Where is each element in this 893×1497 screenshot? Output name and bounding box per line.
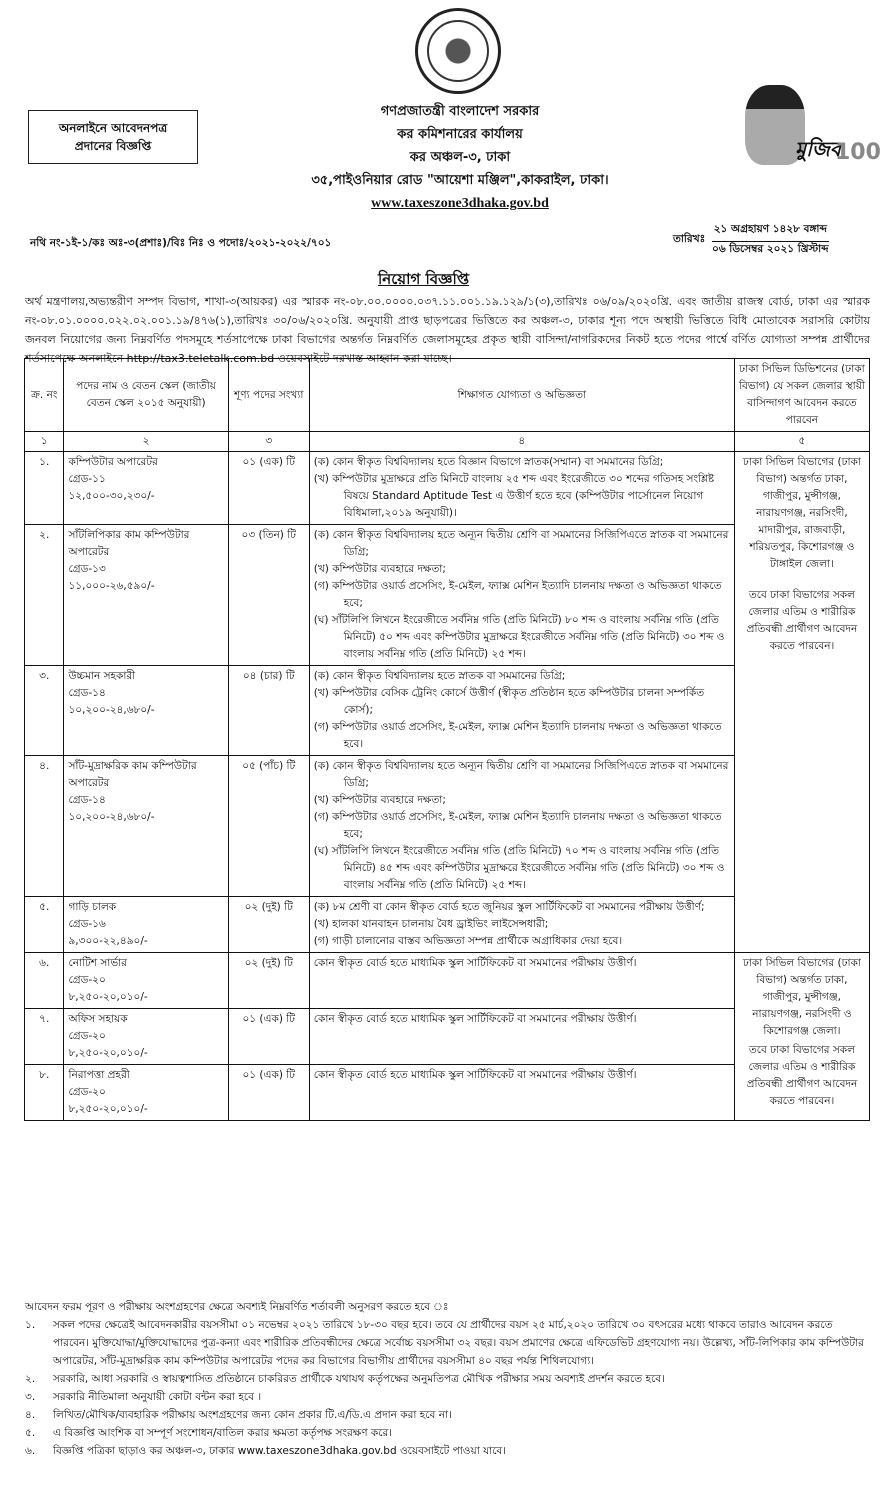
condition-number: ২. xyxy=(25,1373,36,1385)
condition-number: ৫. xyxy=(25,1427,36,1439)
condition-text: লিখিত/মৌখিক/ব্যবহারিক পরীক্ষায় অংশগ্রহণের জন্য কোন প্রকার টি.এ/ডি.এ প্রদান করা হবে না। xyxy=(53,1409,452,1421)
condition-text: সকল পদের ক্ষেত্রেই আবেদনকারীর বয়সসীমা ০১ নভেম্বর ২০২১ তারিখে ১৮-৩০ বছর হবে। তবে যে প্রার্থীদের বয়স ২৫ মার্চ,২০২০ তারিখে ৩০ বৎসরের মধ্যে থাকবে তারাও আবেদন করতে পারবেন। মুক্তিযোদ্ধা/মুক্তিযোদ্ধাদের পুত্র-কন্যা এবং শারীরিক প্রতিবন্ধীদের ক্ষেত্রে সর্বোচ্চ বয়সসীমা ৩২ বছর। বয়স প্রমাণের ক্ষেত্রে এফিডেভিট গ্রহণযোগ্য নয়। উল্লেখ্য, সাঁট-লিপিকার কাম কম্পিউটার অপারেটর, সাঁট-মুদ্রাক্ষরিক কাম কম্পিউটার অপারেটর পদের কর বিভাগের বিভাগীয় প্রার্থীদের বয়সসীমা ৪০ বছর পর্যন্ত শিথিলযোগ্য। xyxy=(53,1319,864,1367)
col-header: শূণ্য পদের সংখ্যা xyxy=(228,359,309,432)
post-scale: ১২,৫০০-৩০,২৩০/- xyxy=(68,490,155,502)
post-grade: গ্রেড-২০ xyxy=(68,974,106,986)
districts-list: ঢাকা সিভিল বিভাগের (ঢাকা বিভাগ) অন্তর্গত ঢাকা, গাজীপুর, মুন্সীগঞ্জ, নারায়ণগঞ্জ, নরসিংদী, মাদারীপুর, রাজবাড়ী, শরিয়তপুর, কিশোরগঞ্জ ও টাঙ্গাইল জেলা। xyxy=(742,456,861,570)
col-number: ২ xyxy=(64,432,228,452)
row-post xyxy=(64,525,228,666)
qualification-item: (ক) ৮ম শ্রেণী বা কোন স্বীকৃত বোর্ড হতে জুনিয়র স্কুল সার্টিফিকেট বা সমমানের পরীক্ষায় উত্তীর্ণ; xyxy=(313,901,705,913)
conditions-section xyxy=(25,1298,870,1460)
row-serial: ৫. xyxy=(25,897,64,953)
condition-item xyxy=(25,1424,870,1442)
post-scale: ৯,৩০০-২২,৪৯০/- xyxy=(68,935,148,947)
row-eligible-districts xyxy=(734,953,869,1121)
row-post xyxy=(64,953,228,1009)
qualification-item: (গ) কম্পিউটার ওয়ার্ড প্রসেসিং, ই-মেইল, ফ্যাক্স মেশিন ইত্যাদি চালনায় দক্ষতা ও অভিজ্ঞতা থাকতে হবে; xyxy=(313,580,722,609)
post-post: গাড়ি চালক xyxy=(68,901,117,913)
website-link[interactable]: www.taxeszone3dhaka.gov.bd xyxy=(371,196,549,211)
qualification-item: (ক) কোন স্বীকৃত বিশ্ববিদ্যালয় হতে বিজ্ঞান বিভাগে স্নাতক(সম্মান) বা সমমানের ডিগ্রি; xyxy=(313,456,664,468)
condition-item xyxy=(25,1406,870,1424)
zone-name: কর অঞ্চল-৩, ঢাকা xyxy=(409,150,511,165)
row-eligible-districts xyxy=(734,452,869,953)
row-qualifications xyxy=(309,953,734,1009)
post-grade: গ্রেড-১৪ xyxy=(68,687,106,699)
post-grade: গ্রেড-১৩ xyxy=(68,563,106,575)
row-serial: ২. xyxy=(25,525,64,666)
post-scale: ৮,২৫০-২০,০১০/- xyxy=(68,1047,148,1059)
row-vacancy-count: ০২ (দুই) টি xyxy=(228,953,309,1009)
post-grade: গ্রেড-২০ xyxy=(68,1030,106,1042)
qualification-item: (খ) কম্পিউটার ব্যবহারে দক্ষতা; xyxy=(313,563,446,575)
seal-emblem-icon xyxy=(427,20,489,82)
qualification-item: (ক) কোন স্বীকৃত বিশ্ববিদ্যালয় হতে অন্যূন দ্বিতীয় শ্রেণি বা সমমানের সিজিপিএতে স্নাতক বা সমমানের ডিগ্রি; xyxy=(313,529,729,558)
row-serial: ৪. xyxy=(25,756,64,897)
post-post: অফিস সহায়ক xyxy=(68,1013,128,1025)
condition-item xyxy=(25,1316,870,1370)
intro-paragraph: অর্থ মন্ত্রণালয়,অভ্যন্তরীণ সম্পদ বিভাগ, শাখা-৩(আয়কর) এর স্মারক নং-০৮.০০.০০০০.০৩৭.১১.০০১.১৯.১২৯/১(৩),তারিখঃ ০৬/০৯/২০২০খ্রি. এবং জাতীয় রাজস্ব বোর্ড, ঢাকা এর স্মারক নং-০৮.০১.০০০০.০২২.০২.০০১.১৯/৪৭৬(১),তারিখঃ ৩০/০৬/২০২০খ্রি. অনুযায়ী প্রাপ্ত ছাড়পত্রের ভিত্তিতে কর অঞ্চল-৩, ঢাকার শূন্য পদে অস্থায়ী ভিত্তিতে বিধি মোতাবেক সরাসরি কোটায় জনবল নিয়োগের জন্য নিম্নবর্ণিত পদসমূহে শর্তসাপেক্ষে ঢাকা বিভাগের অন্তর্গত নিম্নবর্ণিত জেলাসমূহের প্রকৃত স্থায়ী বাসিন্দা/নাগরিকদের নিকট হতে পদের পার্শ্বে বর্ণিত যোগ্যতা সম্পন্ন প্রার্থীদের শর্তসাপেক্ষে অনলাইনে http://tax3.teletalk.com.bd ওয়েবসাইটে দরখাস্ত আহ্বান করা যাচ্ছে। xyxy=(25,295,870,365)
row-post xyxy=(64,452,228,525)
districts-note: তবে ঢাকা বিভাগের সকল জেলার এতিম ও শারীরিক প্রতিবন্ধী প্রার্থীগণ আবেদন করতে পারবেন। xyxy=(746,589,858,652)
post-grade: গ্রেড-২০ xyxy=(68,1086,106,1098)
post-scale: ৮,২৫০-২০,০১০/- xyxy=(68,991,148,1003)
row-qualifications xyxy=(309,1065,734,1121)
date-bangla: ২১ অগ্রহায়ণ ১৪২৮ বঙ্গাব্দ xyxy=(712,222,829,242)
row-serial: ৮. xyxy=(25,1065,64,1121)
row-post xyxy=(64,1009,228,1065)
col-header: শিক্ষাগত যোগ্যতা ও অভিজ্ঞতা xyxy=(309,359,734,432)
condition-number: ৬. xyxy=(25,1445,36,1457)
row-vacancy-count: ০১ (এক) টি xyxy=(228,1009,309,1065)
condition-number: ১. xyxy=(25,1319,36,1331)
condition-text: বিজ্ঞপ্তি পত্রিকা ছাড়াও কর অঞ্চল-৩, ঢাকার www.taxeszone3dhaka.gov.bd ওয়েবসাইটে পাওয়া যাবে। xyxy=(53,1445,507,1457)
table-row xyxy=(25,953,870,1009)
row-post xyxy=(64,666,228,756)
row-qualifications xyxy=(309,897,734,953)
row-vacancy-count: ০৫ (পাঁচ) টি xyxy=(228,756,309,897)
condition-text: সরকারি, আধা সরকারি ও স্বায়ত্বশাসিত প্রতিষ্ঠানে চাকরিরত প্রার্থীকে যথাযথ কর্তৃপক্ষের অনুমতিপত্র মৌখিক পরীক্ষার সময় অবশ্যই প্রদর্শন করতে হবে। xyxy=(53,1373,665,1385)
qualification-item: (ক) কোন স্বীকৃত বিশ্ববিদ্যালয় হতে অন্যূন দ্বিতীয় শ্রেণি বা সমমানের সিজিপিএতে স্নাতক বা সমমানের ডিগ্রি; xyxy=(313,760,729,789)
post-scale: ৮,২৫০-২০,০১০/- xyxy=(68,1103,148,1115)
col-header: ঢাকা সিভিল ডিভিশনের (ঢাকা বিভাগ) যে সকল জেলার স্থায়ী বাসিন্দাগণ আবেদন করতে পারবেন xyxy=(734,359,869,432)
col-number: ৫ xyxy=(734,432,869,452)
row-vacancy-count: ০৩ (তিন) টি xyxy=(228,525,309,666)
qualification-item: (ঘ) সাঁটলিপি লিখনে ইংরেজীতে সর্বনিম্ন গতি (প্রতি মিনিটে) ৭০ শব্দ ও বাংলায় সর্বনিম্ন গতি (প্রতি মিনিটে) ৪৫ শব্দ এবং কম্পিউটার মুদ্রাক্ষরে ইংরেজীতে সর্বনিম্ন গতি (প্রতি মিনিটে) ৩০ শব্দ ও বাংলায় সর্বনিম্ন গতি (প্রতি মিনিটে) ২৫ শব্দ। xyxy=(313,845,725,891)
date-block xyxy=(712,222,829,259)
post-scale: ১১,০০০-২৬,৫৯০/- xyxy=(68,580,155,592)
row-qualifications xyxy=(309,452,734,525)
row-vacancy-count: ০১ (এক) টি xyxy=(228,452,309,525)
row-serial: ১. xyxy=(25,452,64,525)
condition-text: এ বিজ্ঞপ্তি আংশিক বা সম্পূর্ণ সংশোধন/বাতিল করার ক্ষমতা কর্তৃপক্ষ সংরক্ষণ করে। xyxy=(53,1427,393,1439)
qualification-item: (গ) গাড়ী চালানোর বাস্তব অভিজ্ঞতা সম্পন্ন প্রার্থীকে অগ্রাধিকার দেয়া হবে। xyxy=(313,935,623,947)
row-serial: ৭. xyxy=(25,1009,64,1065)
row-qualifications xyxy=(309,525,734,666)
date-label: তারিখঃ xyxy=(673,233,706,245)
qualification-item: (গ) কম্পিউটার ওয়ার্ড প্রসেসিং, ই-মেইল, ফ্যাক্স মেশিন ইত্যাদি চালনায় দক্ষতা ও অভিজ্ঞতা থাকতে হবে। xyxy=(313,721,722,750)
letterhead xyxy=(200,100,720,215)
qualification-item: (খ) কম্পিউটার বেসিক ট্রেনিং কোর্সে উত্তীর্ণ (স্বীকৃত প্রতিষ্ঠান হতে কম্পিউটার চালনা সম্পর্কিত কোর্স); xyxy=(313,687,705,716)
col-header: পদের নাম ও বেতন স্কেল (জাতীয় বেতন স্কেল ২০১৫ অনুযায়ী) xyxy=(64,359,228,432)
row-vacancy-count: ০১ (এক) টি xyxy=(228,1065,309,1121)
row-serial: ৬. xyxy=(25,953,64,1009)
govt-name: গণপ্রজাতন্ত্রী বাংলাদেশ সরকার xyxy=(380,104,540,119)
qualification-item: কোন স্বীকৃত বোর্ড হতে মাধ্যমিক স্কুল সার্টিফিকেট বা সমমানের পরীক্ষায় উত্তীর্ণ। xyxy=(313,957,637,969)
qualification-item: (গ) কম্পিউটার ওয়ার্ড প্রসেসিং, ই-মেইল, ফ্যাক্স মেশিন ইত্যাদি চালনায় দক্ষতা ও অভিজ্ঞতা থাকতে হবে; xyxy=(313,811,722,840)
post-post: নিরাপত্তা প্রহরী xyxy=(68,1069,130,1081)
qualification-item: (খ) কম্পিউটার মুদ্রাক্ষরে প্রতি মিনিটে বাংলায় ২৫ শব্দ এবং ইংরেজীতে ৩০ শব্দের গতিসহ সংশ্লিষ্ট বিষয়ে Standard Aptitude Test এ উত্তীর্ণ হতে হবে (কম্পিউটার পার্সোনেল নিয়োগ বিধিমালা,২০১৯ অনুযায়ী)। xyxy=(313,473,715,519)
qualification-item: (ক) কোন স্বীকৃত বিশ্ববিদ্যালয় হতে স্নাতক বা সমমানের ডিগ্রি; xyxy=(313,670,566,682)
condition-item xyxy=(25,1370,870,1388)
govt-seal xyxy=(415,8,501,94)
condition-text: সরকারি নীতিমালা অনুযায়ী কোটা বন্টন করা হবে । xyxy=(53,1391,262,1403)
col-number: ৪ xyxy=(309,432,734,452)
column-number-row xyxy=(25,432,870,452)
condition-item xyxy=(25,1442,870,1460)
notice-type-box xyxy=(28,110,198,164)
qualification-item: (খ) হালকা যানবাহন চালনায় বৈধ ড্রাইভিং লাইসেন্সধারী; xyxy=(313,918,549,930)
post-post: উচ্চমান সহকারী xyxy=(68,670,136,682)
mujib-logo-number: 100 xyxy=(835,140,881,165)
row-qualifications xyxy=(309,1009,734,1065)
districts-note: তবে ঢাকা বিভাগের সকল জেলার এতিম ও শারীরিক প্রতিবন্ধী প্রার্থীগণ আবেদন করতে পারবেন। xyxy=(746,1044,858,1107)
qualification-item: কোন স্বীকৃত বোর্ড হতে মাধ্যমিক স্কুল সার্টিফিকেট বা সমমানের পরীক্ষায় উত্তীর্ণ। xyxy=(313,1069,637,1081)
table-header-row xyxy=(25,359,870,432)
mujib-logo-text: মুজিব xyxy=(795,137,841,161)
post-post: সাঁটলিপিকার কাম কম্পিউটার অপারেটর xyxy=(68,529,190,558)
col-header: ক্র. নং xyxy=(25,359,64,432)
row-post xyxy=(64,756,228,897)
post-grade: গ্রেড-১১ xyxy=(68,473,106,485)
post-grade: গ্রেড-১৬ xyxy=(68,918,106,930)
page-title: নিয়োগ বিজ্ঞপ্তি xyxy=(378,270,470,288)
col-number: ১ xyxy=(25,432,64,452)
row-vacancy-count: ০৪ (চার) টি xyxy=(228,666,309,756)
date-english: ০৬ ডিসেম্বর ২০২১ খ্রিস্টাব্দ xyxy=(712,243,829,255)
qualification-item: (খ) কম্পিউটার ব্যবহারে দক্ষতা; xyxy=(313,794,446,806)
post-grade: গ্রেড-১৪ xyxy=(68,794,106,806)
mujib-100-logo xyxy=(735,80,881,180)
districts-list: ঢাকা সিভিল বিভাগের (ঢাকা বিভাগ) অন্তর্গত ঢাকা, গাজীপুর, মুন্সীগঞ্জ, নারায়ণগঞ্জ, নরসিংদী ও কিশোরগঞ্জ জেলা। xyxy=(742,957,861,1037)
table-row xyxy=(25,452,870,525)
row-qualifications xyxy=(309,756,734,897)
qualification-item: কোন স্বীকৃত বোর্ড হতে মাধ্যমিক স্কুল সার্টিফিকেট বা সমমানের পরীক্ষায় উত্তীর্ণ। xyxy=(313,1013,637,1025)
conditions-heading: আবেদন ফরম পূরণ ও পরীক্ষায় অংশগ্রহণের ক্ষেত্রে অবশ্যই নিম্নবর্ণিত শর্তাবলী অনুসরণ করতে হবে ঃ xyxy=(25,1301,449,1313)
row-qualifications xyxy=(309,666,734,756)
post-scale: ১০,২০০-২৪,৬৮০/- xyxy=(68,811,155,823)
row-post xyxy=(64,897,228,953)
col-number: ৩ xyxy=(228,432,309,452)
vacancy-table xyxy=(24,358,870,1121)
qualification-item: (ঘ) সাঁটলিপি লিখনে ইংরেজীতে সর্বনিম্ন গতি (প্রতি মিনিটে) ৮০ শব্দ ও বাংলায় সর্বনিম্ন গতি (প্রতি মিনিটে) ৫০ শব্দ এবং কম্পিউটার মুদ্রাক্ষরে ইংরেজীতে সর্বনিম্ন গতি (প্রতি মিনিটে) ৩০ শব্দ ও বাংলায় সর্বনিম্ন গতি (প্রতি মিনিটে) ২৫ শব্দ। xyxy=(313,614,725,660)
office-address: ৩৫,পাইওনিয়ার রোড "আয়েশা মঞ্জিল",কাকরাইল, ঢাকা। xyxy=(311,173,609,188)
memo-number: নথি নং-১ই-১/কঃ অঃ-৩(প্রশাঃ)/বিঃ নিঃ ও পদোঃ/২০২১-২০২২/৭০১ xyxy=(30,237,332,249)
notice-box-line1: অনলাইনে আবেদনপত্র xyxy=(58,121,168,135)
condition-number: ৪. xyxy=(25,1409,36,1421)
row-serial: ৩. xyxy=(25,666,64,756)
post-post: নোটিশ সার্ভার xyxy=(68,957,127,969)
post-scale: ১০,২০০-২৪,৬৮০/- xyxy=(68,704,155,716)
condition-number: ৩. xyxy=(25,1391,36,1403)
office-name: কর কমিশনারের কার্যালয় xyxy=(397,127,523,142)
post-post: সাঁট-মুদ্রাক্ষরিক কাম কম্পিউটার অপারেটর xyxy=(68,760,197,789)
condition-item xyxy=(25,1388,870,1406)
notice-box-line2: প্রদানের বিজ্ঞপ্তি xyxy=(74,139,152,153)
post-post: কম্পিউটার অপারেটর xyxy=(68,456,158,468)
row-post xyxy=(64,1065,228,1121)
row-vacancy-count: ০২ (দুই) টি xyxy=(228,897,309,953)
